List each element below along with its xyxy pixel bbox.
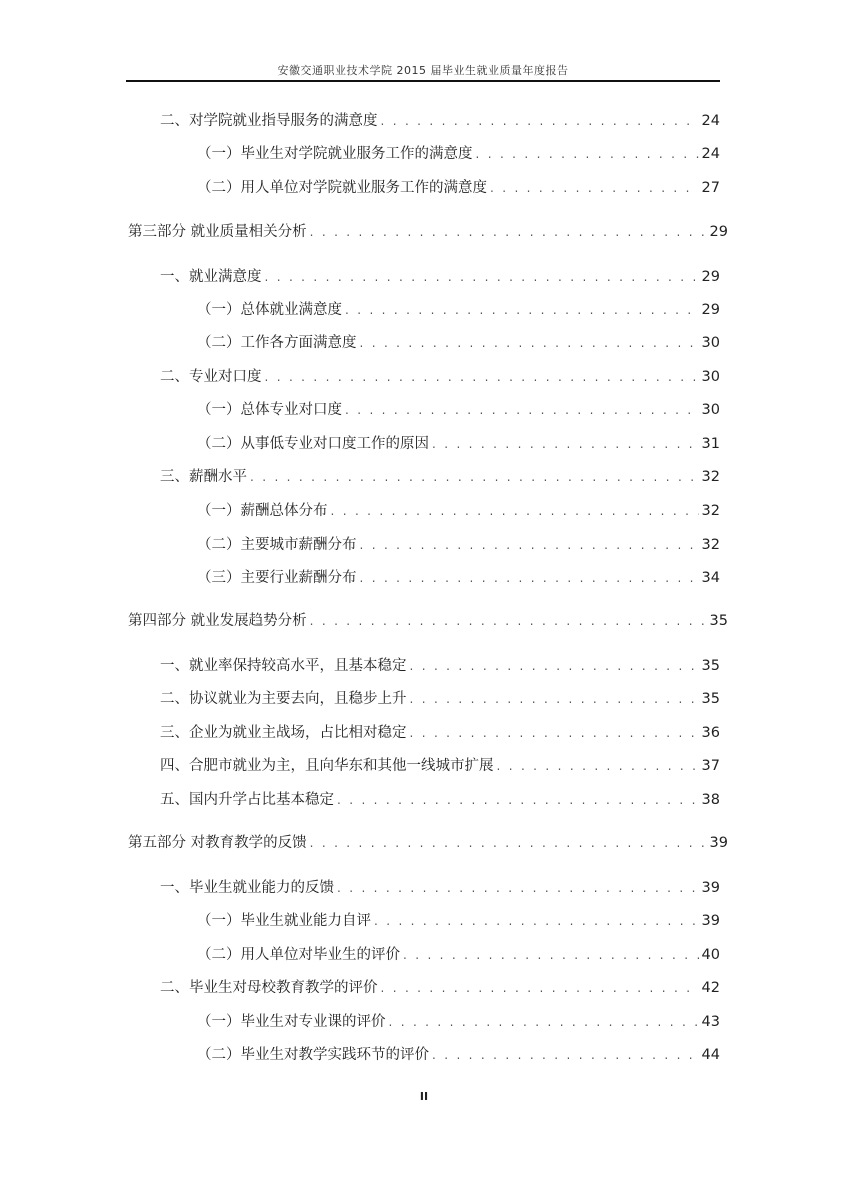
toc-entry-page: 29 xyxy=(709,224,728,240)
toc-entry-page: 38 xyxy=(701,792,720,808)
toc-entry[interactable] xyxy=(197,499,720,521)
toc-entry-label: （二）用人单位对毕业生的评价 xyxy=(197,947,400,963)
toc-leader-dots xyxy=(381,114,699,128)
page-number: II xyxy=(419,1090,429,1103)
toc-entry-page: 24 xyxy=(701,146,720,162)
toc-leader-dots xyxy=(310,225,707,239)
toc-entry-page: 35 xyxy=(701,658,720,674)
toc-leader-dots xyxy=(432,1048,699,1062)
toc-leader-dots xyxy=(476,147,699,161)
toc-leader-dots xyxy=(310,836,707,850)
toc-entry-label: （二）工作各方面满意度 xyxy=(197,335,357,351)
toc-entry-label: （二）从事低专业对口度工作的原因 xyxy=(197,436,429,452)
toc-entry-page: 27 xyxy=(701,180,720,196)
toc-entry[interactable] xyxy=(160,365,720,387)
toc-entry[interactable] xyxy=(197,432,720,454)
toc-entry-page: 30 xyxy=(701,402,720,418)
toc-entry[interactable] xyxy=(160,687,720,709)
toc-entry[interactable] xyxy=(197,1010,720,1032)
toc-entry-page: 24 xyxy=(701,113,720,129)
toc-entry-page: 32 xyxy=(701,469,720,485)
toc-leader-dots xyxy=(345,403,699,417)
toc-entry-label: 第四部分 就业发展趋势分析 xyxy=(128,613,307,629)
toc-entry[interactable] xyxy=(160,788,720,810)
toc-entry[interactable] xyxy=(197,176,720,198)
toc-entry-page: 32 xyxy=(701,537,720,553)
toc-entry[interactable] xyxy=(197,142,720,164)
toc-leader-dots xyxy=(403,948,699,962)
toc-entry-page: 36 xyxy=(701,725,720,741)
toc-entry-page: 35 xyxy=(709,613,728,629)
toc-leader-dots xyxy=(490,181,699,195)
toc-entry[interactable] xyxy=(197,331,720,353)
toc-entry-label: 三、薪酬水平 xyxy=(160,469,247,485)
toc-leader-dots xyxy=(360,538,699,552)
toc-entry[interactable] xyxy=(160,265,720,287)
toc-entry-label: 四、合肥市就业为主，且向华东和其他一线城市扩展 xyxy=(160,758,494,774)
toc-entry-label: （二）用人单位对学院就业服务工作的满意度 xyxy=(197,180,487,196)
toc-entry[interactable] xyxy=(197,1043,720,1065)
toc-leader-dots xyxy=(381,981,699,995)
toc-entry-label: 二、对学院就业指导服务的满意度 xyxy=(160,113,378,129)
toc-entry-label: 二、专业对口度 xyxy=(160,369,262,385)
toc-entry-label: （一）薪酬总体分布 xyxy=(197,503,328,519)
toc-entry[interactable] xyxy=(160,654,720,676)
running-header: 安徽交通职业技术学院 2015 届毕业生就业质量年度报告 xyxy=(277,64,569,77)
toc-leader-dots xyxy=(410,659,699,673)
toc-entry-label: （二）主要城市薪酬分布 xyxy=(197,537,357,553)
toc-leader-dots xyxy=(337,881,699,895)
toc-entry-label: 一、就业满意度 xyxy=(160,269,262,285)
toc-entry-page: 29 xyxy=(701,302,720,318)
toc-entry-page: 44 xyxy=(701,1047,720,1063)
toc-entry-label: （一）毕业生就业能力自评 xyxy=(197,913,371,929)
toc-leader-dots xyxy=(310,614,707,628)
toc-leader-dots xyxy=(374,914,699,928)
toc-entry-label: 一、就业率保持较高水平，且基本稳定 xyxy=(160,658,407,674)
toc-entry-label: （二）毕业生对教学实践环节的评价 xyxy=(197,1047,429,1063)
toc-entry-page: 34 xyxy=(701,570,720,586)
toc-entry-label: （一）毕业生对学院就业服务工作的满意度 xyxy=(197,146,473,162)
toc-entry[interactable] xyxy=(160,109,720,131)
toc-entry-label: 二、毕业生对母校教育教学的评价 xyxy=(160,980,378,996)
toc-leader-dots xyxy=(360,336,699,350)
toc-leader-dots xyxy=(345,303,699,317)
toc-entry[interactable] xyxy=(197,566,720,588)
toc-leader-dots xyxy=(250,470,699,484)
toc-entry-page: 39 xyxy=(701,913,720,929)
toc-entry-page: 42 xyxy=(701,980,720,996)
toc-leader-dots xyxy=(360,571,699,585)
toc-section-entry[interactable] xyxy=(128,220,728,242)
toc-entry-label: 二、协议就业为主要去向，且稳步上升 xyxy=(160,691,407,707)
toc-entry[interactable] xyxy=(160,876,720,898)
toc-entry-page: 39 xyxy=(701,880,720,896)
toc-leader-dots xyxy=(331,504,699,518)
toc-entry-page: 30 xyxy=(701,369,720,385)
toc-entry[interactable] xyxy=(197,943,720,965)
toc-entry-page: 29 xyxy=(701,269,720,285)
toc-entry-page: 31 xyxy=(701,436,720,452)
toc-entry-label: （一）总体专业对口度 xyxy=(197,402,342,418)
toc-leader-dots xyxy=(389,1015,699,1029)
toc-section-entry[interactable] xyxy=(128,609,728,631)
toc-leader-dots xyxy=(410,692,699,706)
toc-entry[interactable] xyxy=(160,465,720,487)
toc-entry-page: 35 xyxy=(701,691,720,707)
toc-entry[interactable] xyxy=(197,398,720,420)
toc-entry-label: （一）毕业生对专业课的评价 xyxy=(197,1014,386,1030)
toc-entry[interactable] xyxy=(197,533,720,555)
toc-entry-label: 第五部分 对教育教学的反馈 xyxy=(128,835,307,851)
toc-entry[interactable] xyxy=(160,976,720,998)
toc-entry-label: （三）主要行业薪酬分布 xyxy=(197,570,357,586)
toc-leader-dots xyxy=(337,793,699,807)
toc-entry[interactable] xyxy=(197,298,720,320)
toc-entry[interactable] xyxy=(160,754,720,776)
toc-entry-page: 30 xyxy=(701,335,720,351)
toc-entry-page: 37 xyxy=(701,758,720,774)
toc-section-entry[interactable] xyxy=(128,831,728,853)
toc-entry-page: 39 xyxy=(709,835,728,851)
toc-entry-label: 五、国内升学占比基本稳定 xyxy=(160,792,334,808)
toc-leader-dots xyxy=(265,370,699,384)
toc-entry[interactable] xyxy=(160,721,720,743)
toc-entry[interactable] xyxy=(197,909,720,931)
toc-entry-label: 一、毕业生就业能力的反馈 xyxy=(160,880,334,896)
toc-leader-dots xyxy=(497,759,699,773)
toc-entry-label: 第三部分 就业质量相关分析 xyxy=(128,224,307,240)
toc-entry-page: 32 xyxy=(701,503,720,519)
toc-entry-page: 43 xyxy=(701,1014,720,1030)
toc-entry-page: 40 xyxy=(701,947,720,963)
toc-leader-dots xyxy=(432,437,699,451)
toc-entry-label: （一）总体就业满意度 xyxy=(197,302,342,318)
toc-entry-label: 三、企业为就业主战场，占比相对稳定 xyxy=(160,725,407,741)
toc-leader-dots xyxy=(265,270,699,284)
toc-leader-dots xyxy=(410,726,699,740)
